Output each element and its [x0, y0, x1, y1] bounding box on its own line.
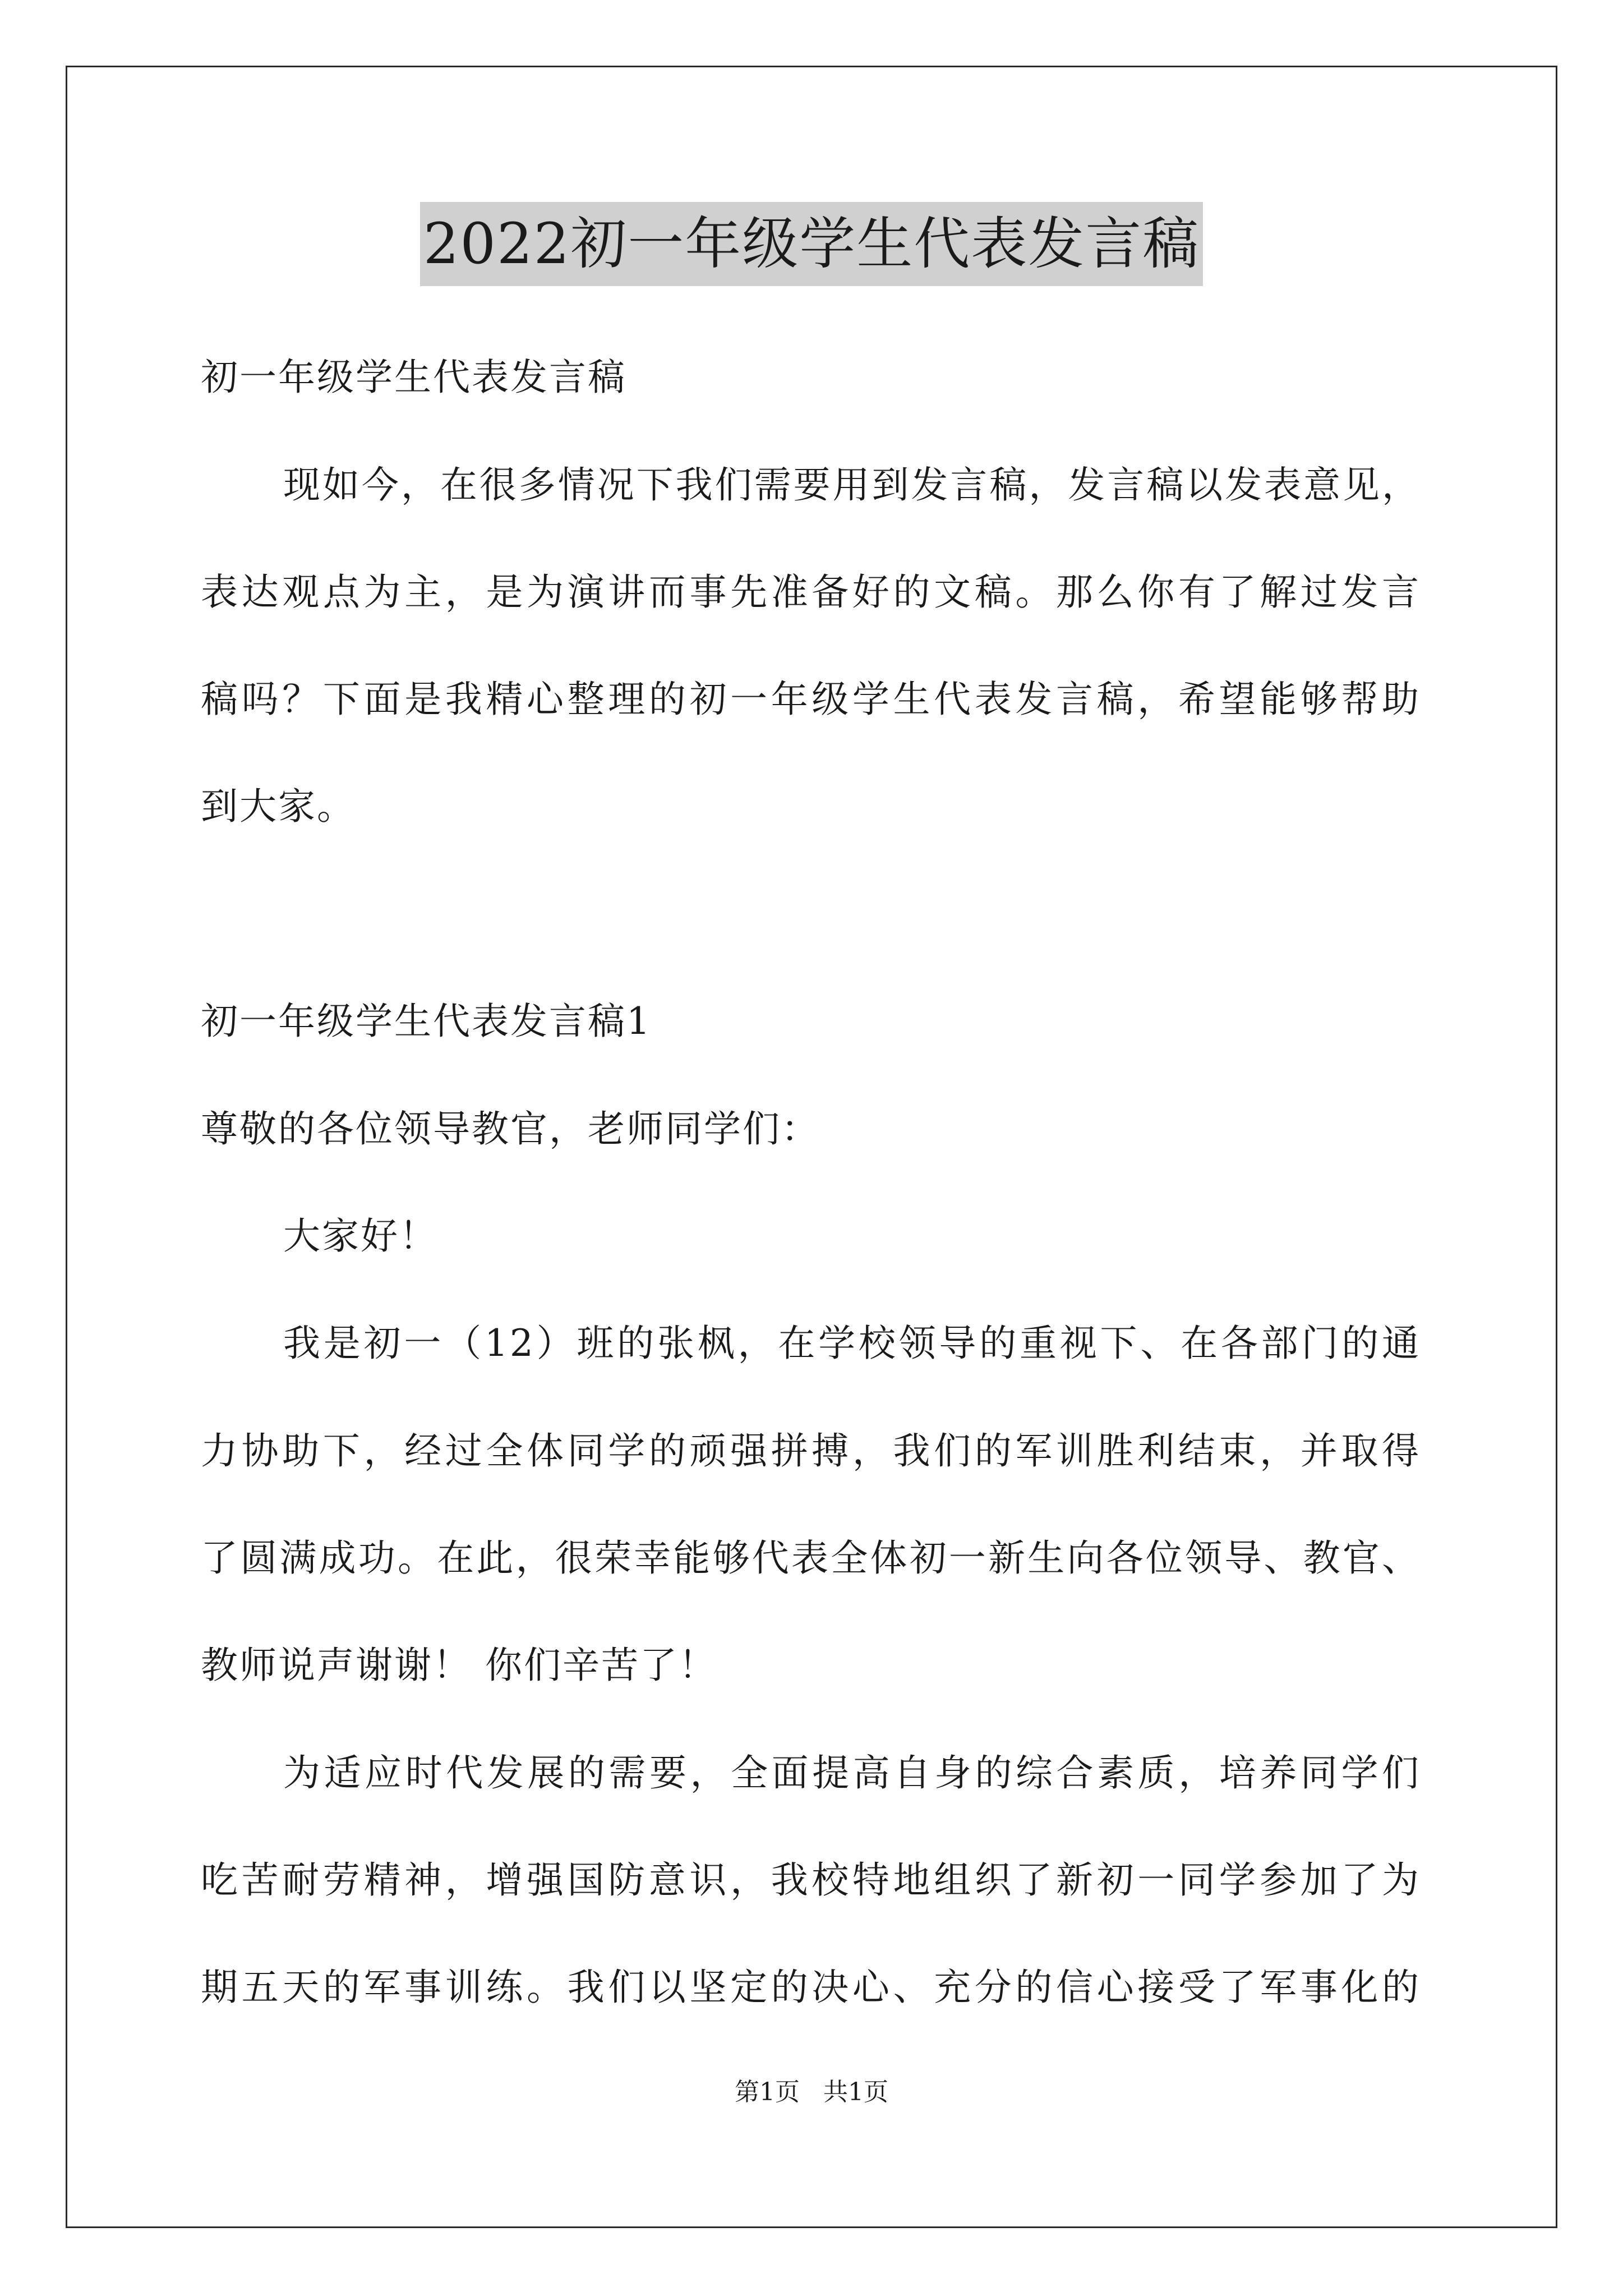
title-container — [0, 202, 1623, 286]
document-title: 2022初一年级学生代表发言稿 — [420, 202, 1204, 286]
paragraph-line: 为适应时代发展的需要，全面提高自身的综合素质，培养同学们 — [283, 1751, 1421, 1795]
subtitle-line: 初一年级学生代表发言稿 — [201, 356, 626, 399]
paragraph-line: 教师说声谢谢！ 你们辛苦了！ — [201, 1644, 717, 1687]
paragraph-line: 我是初一（12）班的张枫，在学校领导的重视下、在各部门的通 — [283, 1322, 1421, 1365]
page-footer — [0, 2076, 1623, 2109]
page-total: 共1页 — [823, 2078, 888, 2106]
paragraph-line: 吃苦耐劳精神，增强国防意识，我校特地组织了新初一同学参加了为 — [201, 1858, 1421, 1902]
page-number: 第1页 — [735, 2078, 800, 2106]
paragraph-line: 力协助下，经过全体同学的顽强拼搏，我们的军训胜利结束，并取得 — [201, 1429, 1421, 1473]
section-heading: 初一年级学生代表发言稿1 — [201, 1000, 652, 1043]
paragraph-line: 现如今，在很多情况下我们需要用到发言稿，发言稿以发表意见， — [283, 463, 1421, 507]
paragraph-line: 到大家。 — [201, 785, 356, 828]
greeting-line: 大家好！ — [283, 1214, 438, 1258]
paragraph-line: 了圆满成功。在此，很荣幸能够代表全体初一新生向各位领导、教官、 — [201, 1536, 1421, 1580]
salutation-line: 尊敬的各位领导教官，老师同学们： — [201, 1107, 820, 1151]
paragraph-line: 期五天的军事训练。我们以坚定的决心、充分的信心接受了军事化的 — [201, 1966, 1421, 2009]
paragraph-line: 稿吗？下面是我精心整理的初一年级学生代表发言稿，希望能够帮助 — [201, 678, 1421, 721]
paragraph-line: 表达观点为主，是为演讲而事先准备好的文稿。那么你有了解过发言 — [201, 570, 1421, 614]
